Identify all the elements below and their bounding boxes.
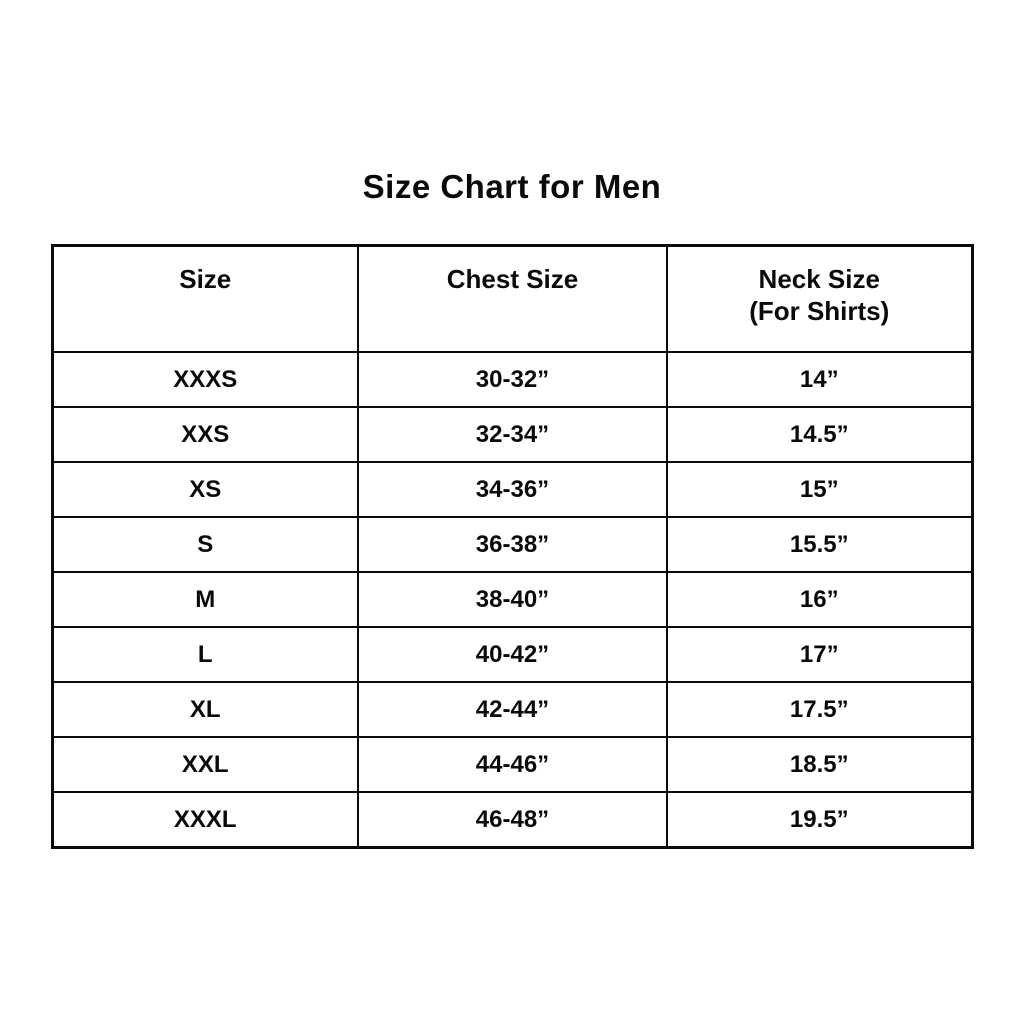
cell-chest: 40-42” <box>358 627 667 682</box>
table-row <box>52 517 972 572</box>
table-row <box>52 627 972 682</box>
column-header-size-label: Size <box>179 264 232 294</box>
column-header-neck-size <box>667 246 972 353</box>
cell-neck: 14” <box>667 352 972 407</box>
column-header-chest-size-label: Chest Size <box>446 264 579 294</box>
cell-chest: 30-32” <box>358 352 667 407</box>
cell-chest: 36-38” <box>358 517 667 572</box>
cell-size: XL <box>52 682 358 737</box>
cell-neck: 15.5” <box>667 517 972 572</box>
cell-chest: 38-40” <box>358 572 667 627</box>
table-row <box>52 407 972 462</box>
cell-neck: 14.5” <box>667 407 972 462</box>
cell-size: XXXS <box>52 352 358 407</box>
table-row <box>52 462 972 517</box>
table-header <box>52 246 972 353</box>
page-title: Size Chart for Men <box>362 168 662 205</box>
cell-chest: 32-34” <box>358 407 667 462</box>
column-header-size <box>52 246 358 353</box>
cell-neck: 16” <box>667 572 972 627</box>
cell-chest: 44-46” <box>358 737 667 792</box>
column-header-neck-size-label: Neck Size <box>758 264 880 294</box>
cell-size: XXL <box>52 737 358 792</box>
cell-size: XXXL <box>52 792 358 848</box>
cell-size: XS <box>52 462 358 517</box>
header-row <box>52 246 972 353</box>
cell-size: XXS <box>52 407 358 462</box>
cell-size: S <box>52 517 358 572</box>
table-row <box>52 572 972 627</box>
cell-chest: 42-44” <box>358 682 667 737</box>
table-row <box>52 352 972 407</box>
cell-chest: 46-48” <box>358 792 667 848</box>
table-row <box>52 682 972 737</box>
column-header-chest-size <box>358 246 667 353</box>
table-row <box>52 737 972 792</box>
cell-size: L <box>52 627 358 682</box>
cell-neck: 18.5” <box>667 737 972 792</box>
table-body <box>52 352 972 848</box>
cell-size: M <box>52 572 358 627</box>
cell-neck: 17.5” <box>667 682 972 737</box>
cell-chest: 34-36” <box>358 462 667 517</box>
table-row <box>52 792 972 848</box>
column-header-neck-size-sublabel: (For Shirts) <box>749 296 890 326</box>
cell-neck: 15” <box>667 462 972 517</box>
size-chart-table <box>51 244 974 849</box>
cell-neck: 17” <box>667 627 972 682</box>
cell-neck: 19.5” <box>667 792 972 848</box>
